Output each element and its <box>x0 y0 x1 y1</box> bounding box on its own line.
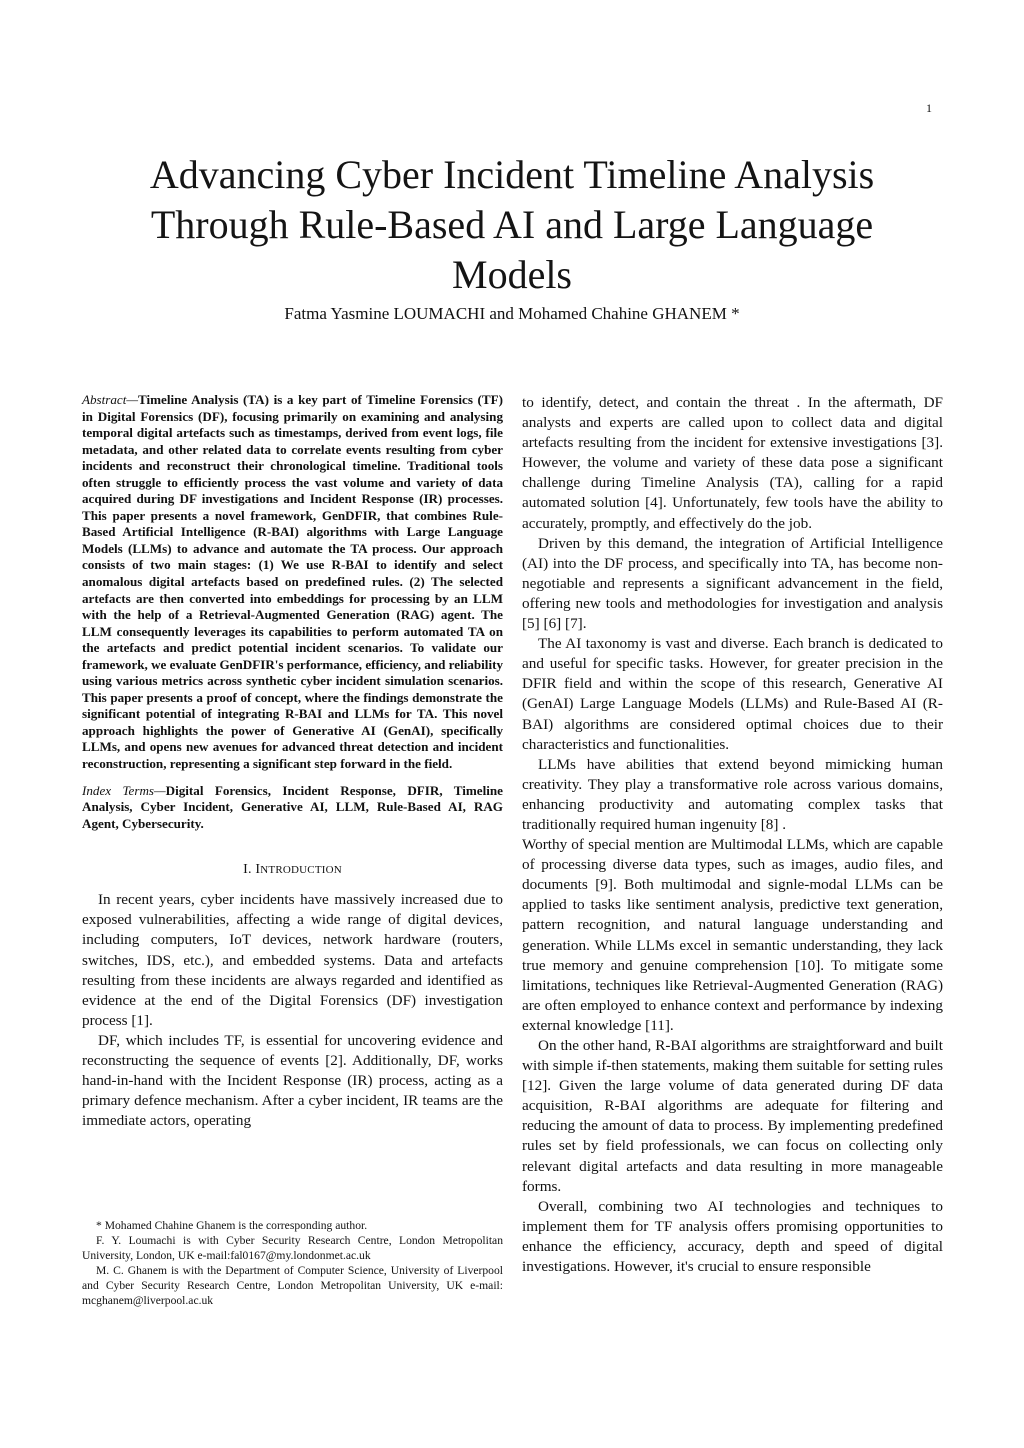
footnote-author-1: F. Y. Loumachi is with Cyber Security Research Centre, London Metropolitan University, London, UK e-mail:fal0167@my.londonmet.ac.uk <box>82 1234 503 1262</box>
right-column <box>522 393 943 1277</box>
section-initial: I <box>255 862 261 878</box>
page-number: 1 <box>926 101 932 115</box>
abstract-text: Timeline Analysis (TA) is a key part of Timeline Forensics (TF) in Digital Forensics (DF), focusing primarily on examining and analysing temporal digital artefacts such as timestamps, derived from event logs, file metadata, and other related data to correlate events resulting from cyber incidents and reconstruct their chronological timeline. Traditional tools often struggle to efficiently process the vast volume and variety of data acquired during DF investigations and Incident Response (IR) processes. This paper presents a novel framework, GenDFIR, that combines Rule-Based Artificial Intelligence (R-BAI) algorithms with Large Language Models (LLMs) to advance and automate the TA process. Our approach consists of two main stages: (1) We use R-BAI to identify and select anomalous digital artefacts based on predefined rules. (2) The selected artefacts are then converted into embeddings for processing by an LLM with the help of a Retrieval-Augmented Generation (RAG) agent. The LLM consequently leverages its capabilities to perform automated TA on the artefacts and predict potential incident scenarios. To validate our framework, we evaluate GenDFIR's performance, efficiency, and reliability using various metrics across synthetic cyber incident simulation scenarios. This paper presents a proof of concept, where the findings demonstrate the significant potential of integrating R-BAI and LLMs for TA. This novel approach highlights the power of Generative AI (GenAI), specifically LLMs, and opens new avenues for advanced threat detection and incident reconstruction, representing a significant step forward in the field. <box>82 392 503 772</box>
index-terms-lead: Index Terms— <box>82 782 166 798</box>
section-number: I. <box>243 862 252 878</box>
left-column <box>82 392 503 1131</box>
index-terms-text: Digital Forensics, Incident Response, DFIR, Timeline Analysis, Cyber Incident, Generative AI, LLM, Rule-Based AI, RAG Agent, Cybersecurity. <box>82 782 503 831</box>
abstract <box>82 392 503 773</box>
footnote-author-2: M. C. Ghanem is with the Department of Computer Science, University of Liverpool and Cyber Security Research Centre, London Metropolitan University, UK e-mail: mcghanem@liverpool.ac.uk <box>82 1264 503 1307</box>
index-terms <box>82 783 503 833</box>
body-paragraph-4: LLMs have abilities that extend beyond mimicking human creativity. They play a transformative role across various domains, enhancing productivity and automating complex tasks that traditionally required human ingenuity [8] . <box>522 755 943 833</box>
intro-paragraph-2: DF, which includes TF, is essential for uncovering evidence and reconstructing the sequence of events [2]. Additionally, DF, works hand-in-hand with the Incident Response (IR) process, acting as a primary defence mechanism. After a cyber incident, IR teams are the immediate actors, operating <box>82 1031 503 1130</box>
author-list: Fatma Yasmine LOUMACHI and Mohamed Chahine GHANEM * <box>284 304 740 323</box>
section-heading-introduction <box>82 862 503 878</box>
body-paragraph-2: Driven by this demand, the integration of Artificial Intelligence (AI) into the DF process, and specifically into TA, has become non-negotiable and represents a significant advancement in the field, offering new tools and methodologies for investigation and analysis [5] [6] [7]. <box>522 534 943 633</box>
body-paragraph-1: to identify, detect, and contain the threat . In the aftermath, DF analysts and experts are called upon to collect data and digital artefacts resulting from the incident for extensive investigations [3]. However, the volume and variety of these data pose a significant challenge during Timeline Analysis (TA), calling for a rapid automated solution [4]. Unfortunately, few tools have the ability to accurately, promptly, and effectively do the job. <box>522 394 943 532</box>
intro-paragraph-1: In recent years, cyber incidents have massively increased due to exposed vulnerabilities, affecting a wide range of digital devices, including computers, IoT devices, network hardware (routers, switches, IDS, etc.), and embedded systems. Data and artefacts resulting from these incidents are always regarded and identified as evidence at the end of the Digital Forensics (DF) investigation process [1]. <box>82 891 503 1029</box>
body-paragraph-6: On the other hand, R-BAI algorithms are straightforward and built with simple if-then statements, making them suitable for setting rules [12]. Given the large volume of data generated during DF data acquisition, R-BAI algorithms are adequate for filtering and reducing the amount of data to process. By implementing predefined rules set by field professionals, we can focus on collecting only relevant digital artefacts and data resulting in more manageable forms. <box>522 1037 943 1195</box>
body-paragraph-5: Worthy of special mention are Multimodal LLMs, which are capable of processing diverse data types, such as images, audio files, and documents [9]. Both multimodal and signle-modal LLMs can be applied to tasks like sentiment analysis, predictive text generation, pattern recognition, and natural language understanding and generation. While LLMs excel in semantic understanding, they lack true memory and genuine comprehension [10]. To mitigate some limitations, techniques like Retrieval-Augmented Generation (RAG) are often employed to enhance context and performance by indexing external knowledge [11]. <box>522 836 943 1034</box>
body-paragraph-3: The AI taxonomy is vast and diverse. Each branch is dedicated to and useful for specific tasks. However, for greater precision in the DFIR field and within the scope of this research, Generative AI (GenAI) Large Language Models (LLMs) and Rule-Based AI (R-BAI) algorithms are considered optimal choices due to their characteristics and functionalities. <box>522 635 943 753</box>
section-title-rest: NTRODUCTION <box>260 864 342 877</box>
paper-title: Advancing Cyber Incident Timeline Analysis Through Rule-Based AI and Large Language Models <box>149 152 875 297</box>
abstract-lead: Abstract— <box>82 392 139 407</box>
body-paragraph-7: Overall, combining two AI technologies and techniques to implement them for TF analysis offers promising opportunities to enhance the efficiency, accuracy, depth and speed of digital investigations. However, it's crucial to ensure responsible <box>522 1197 943 1276</box>
footnote-corresponding: * Mohamed Chahine Ghanem is the corresponding author. <box>96 1219 368 1232</box>
footnotes <box>82 1218 503 1308</box>
